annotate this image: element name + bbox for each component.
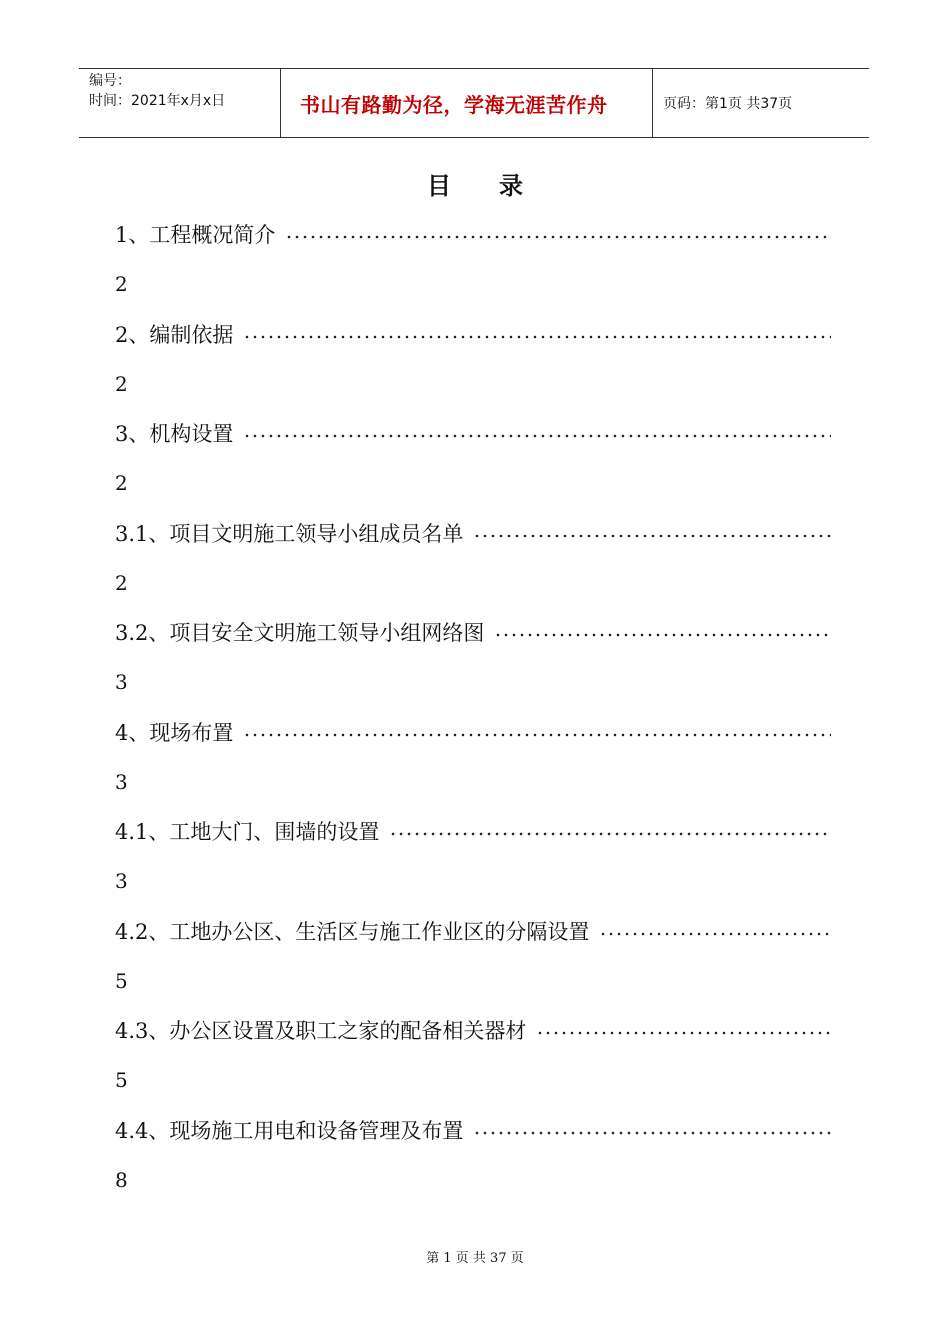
toc-entry-line	[115, 614, 831, 650]
header-meta	[79, 69, 280, 137]
toc-entry[interactable]	[115, 216, 831, 316]
header-motto-cell	[280, 69, 653, 137]
toc-entry-page: 5	[115, 1068, 128, 1092]
page-info: 页码：第1页 共37页	[663, 96, 793, 112]
toc-entry-line	[115, 216, 831, 252]
toc-entry-text: 3、机构设置	[115, 422, 234, 446]
toc-entry[interactable]	[115, 415, 831, 515]
toc-entry[interactable]	[115, 1112, 831, 1212]
table-of-contents	[115, 216, 831, 1211]
dot-leader	[494, 633, 831, 637]
header-page-cell	[653, 69, 869, 137]
toc-entry-text: 2、编制依据	[115, 322, 234, 347]
motto-text: 书山有路勤为径，学海无涯苦作舟	[300, 92, 608, 117]
dot-leader	[243, 434, 831, 438]
toc-entry-text: 1、工程概况简介	[115, 223, 276, 247]
toc-entry-page: 3	[115, 869, 128, 893]
toc-entry-page: 2	[115, 471, 128, 495]
toc-entry-text: 4.3、办公区设置及职工之家的配备相关器材	[115, 1019, 527, 1043]
number-label: 编号：	[89, 73, 131, 89]
dot-leader	[536, 1031, 831, 1035]
document-header	[79, 68, 869, 138]
toc-title: 目录	[427, 172, 571, 200]
toc-entry-line	[115, 913, 831, 949]
toc-entry-line	[115, 1112, 831, 1148]
dot-leader	[599, 932, 831, 936]
toc-entry-line	[115, 515, 831, 551]
toc-entry[interactable]	[115, 813, 831, 913]
toc-entry[interactable]	[115, 913, 831, 1013]
toc-entry-page: 3	[115, 670, 128, 694]
toc-entry[interactable]	[115, 316, 831, 416]
toc-entry-page: 5	[115, 968, 128, 993]
toc-entry-text: 4、现场布置	[115, 720, 234, 745]
toc-entry[interactable]	[115, 614, 831, 714]
toc-entry-line	[115, 1012, 831, 1048]
time-label: 时间：2021年x月x日	[89, 93, 226, 109]
page-footer: 第 1 页 共 37 页	[426, 1251, 524, 1266]
dot-leader	[243, 335, 831, 339]
dot-leader	[473, 534, 831, 538]
toc-entry-page: 2	[115, 272, 128, 296]
toc-entry[interactable]	[115, 515, 831, 615]
dot-leader	[243, 733, 831, 737]
toc-entry-text: 3.2、项目安全文明施工领导小组网络图	[115, 621, 485, 645]
toc-entry-page: 2	[115, 371, 128, 396]
toc-entry-page: 3	[115, 769, 128, 794]
toc-entry-text: 4.1、工地大门、围墙的设置	[115, 820, 380, 844]
dot-leader	[473, 1131, 831, 1135]
toc-entry-line	[115, 415, 831, 451]
toc-entry-page: 8	[115, 1167, 128, 1192]
toc-entry-text: 3.1、项目文明施工领导小组成员名单	[115, 521, 464, 546]
toc-entry-line	[115, 714, 831, 750]
toc-entry-page: 2	[115, 570, 128, 595]
toc-entry-line	[115, 813, 831, 849]
toc-entry-line	[115, 316, 831, 352]
dot-leader	[389, 832, 831, 836]
toc-entry[interactable]	[115, 714, 831, 814]
toc-entry-text: 4.2、工地办公区、生活区与施工作业区的分隔设置	[115, 919, 590, 944]
toc-entry[interactable]	[115, 1012, 831, 1112]
toc-entry-text: 4.4、现场施工用电和设备管理及布置	[115, 1118, 464, 1143]
dot-leader	[285, 235, 831, 239]
